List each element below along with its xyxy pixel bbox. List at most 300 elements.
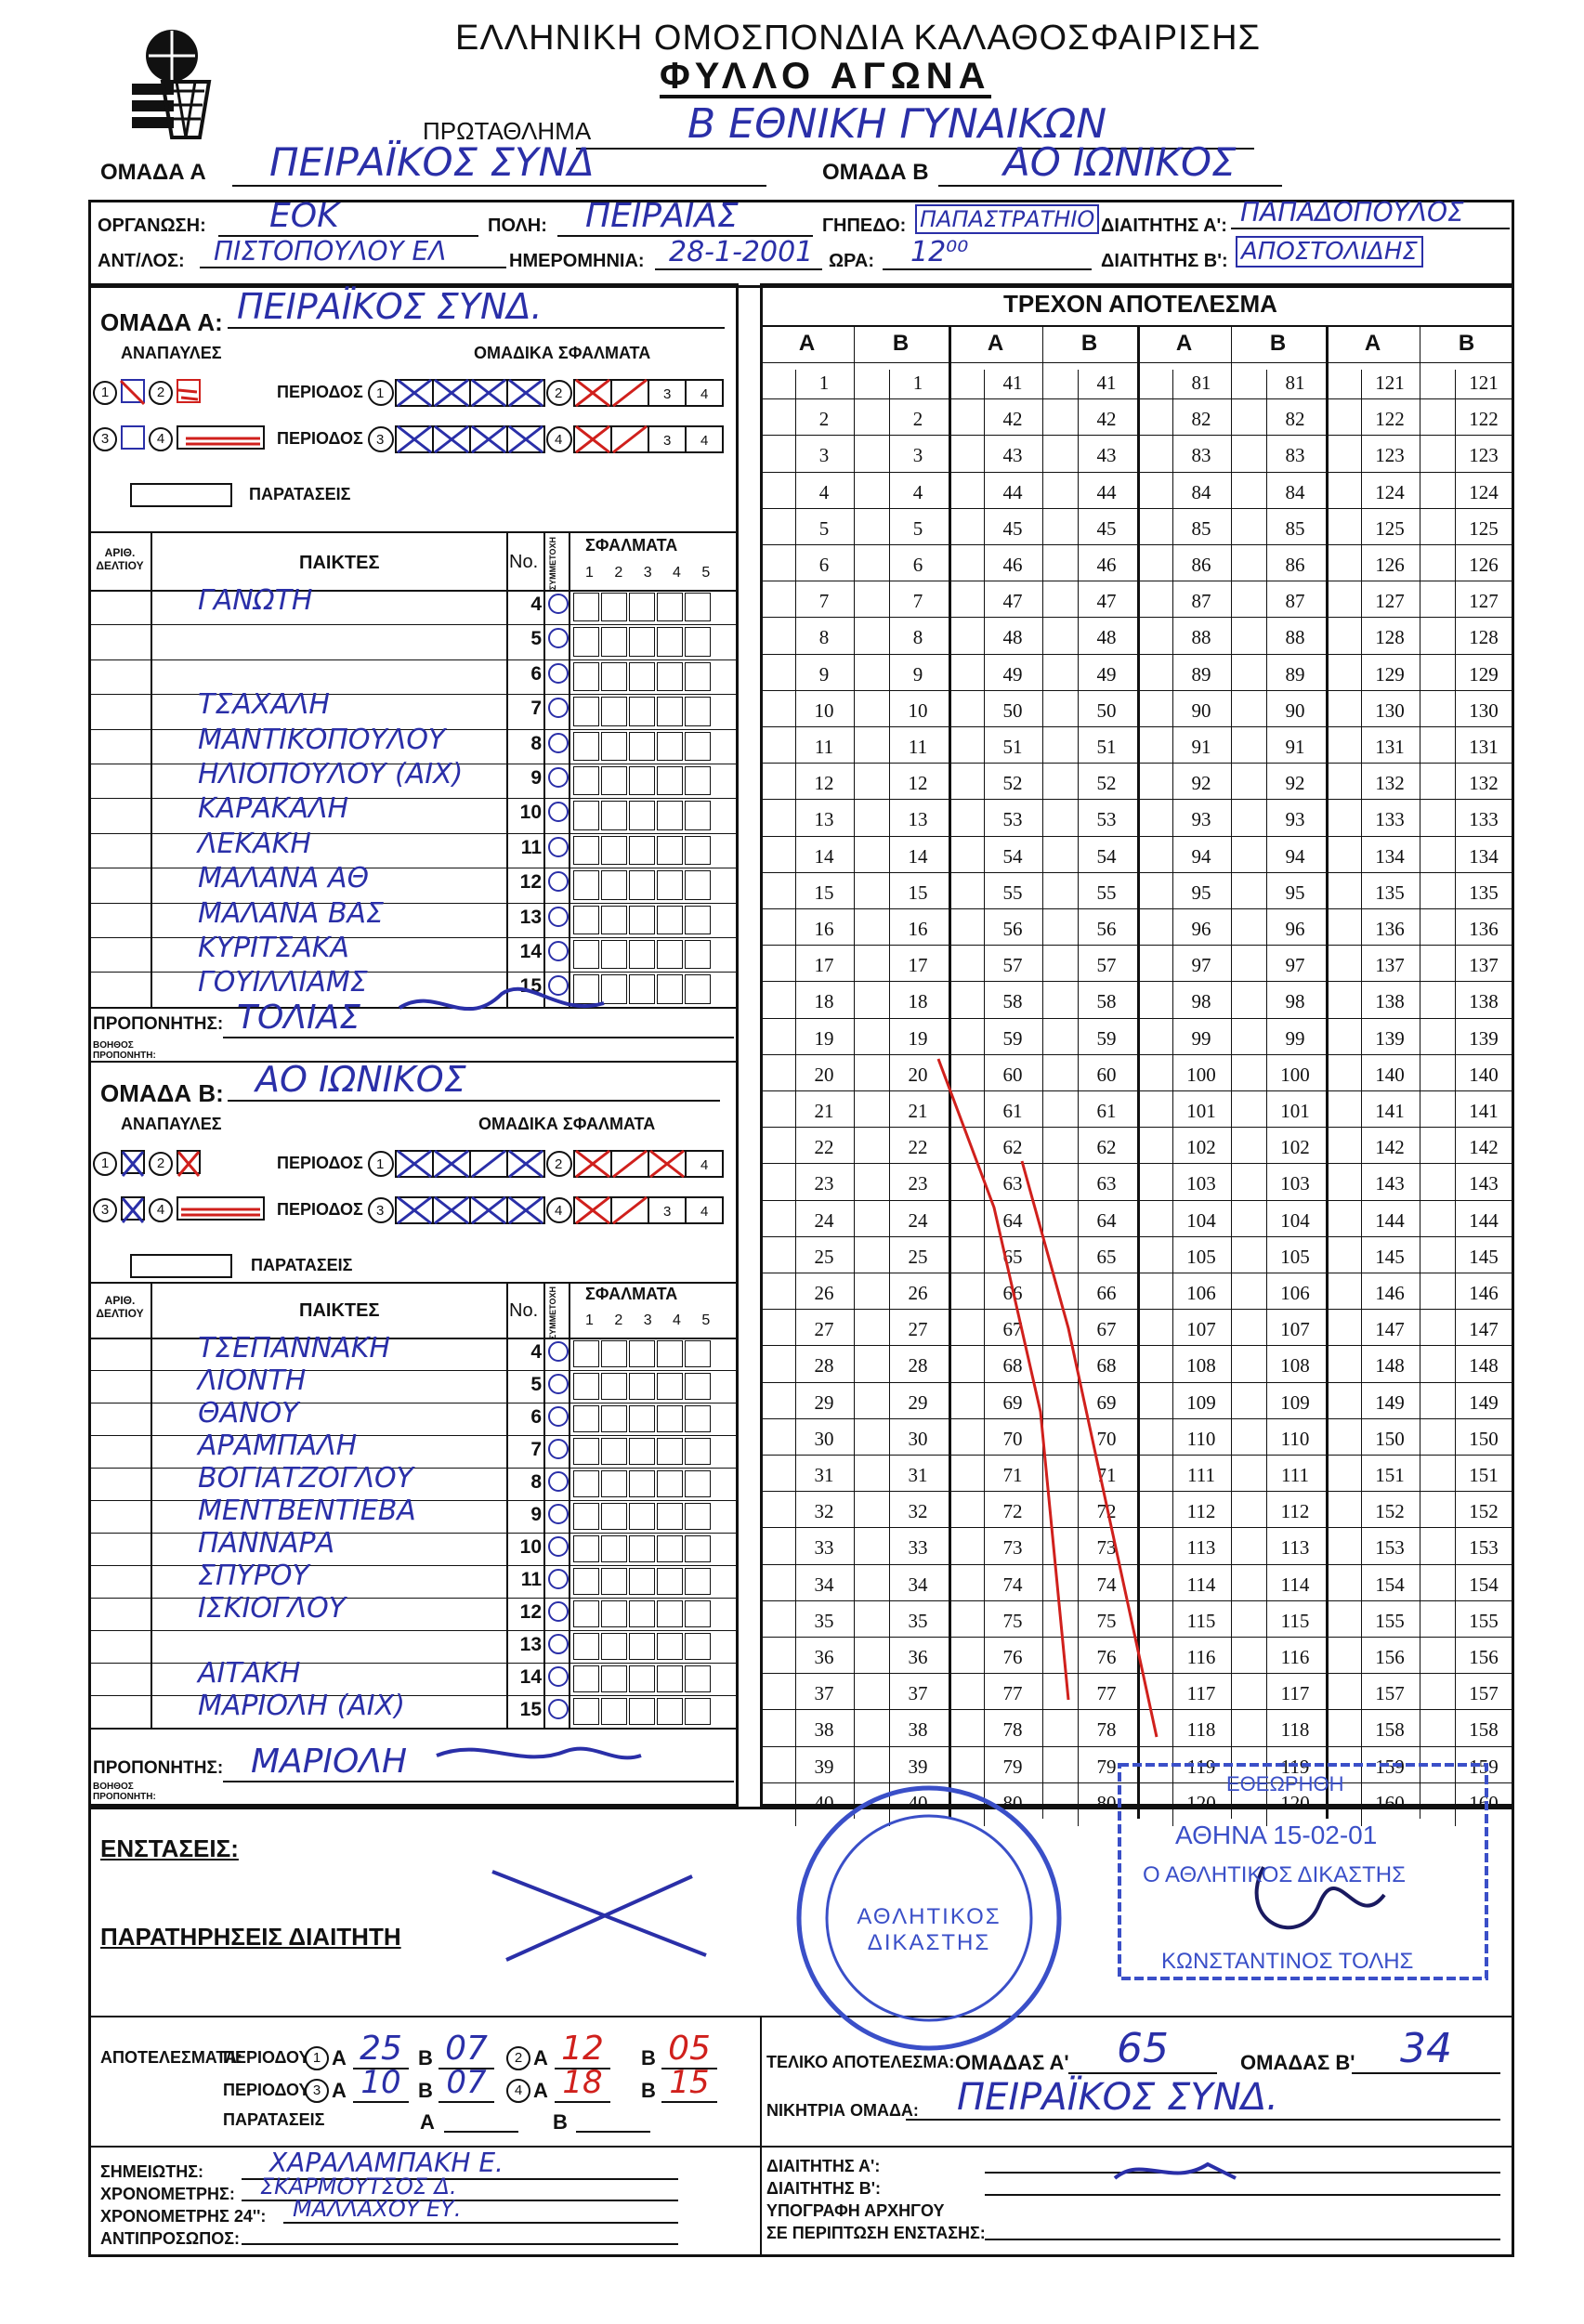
foul-box[interactable] [657, 1373, 683, 1400]
score-cell[interactable]: 90 [1266, 698, 1323, 734]
score-cell[interactable]: 100 [1172, 1062, 1229, 1098]
score-cell[interactable]: 27 [889, 1316, 946, 1352]
score-cell[interactable]: 17 [889, 952, 946, 988]
foul-boxes[interactable] [573, 1470, 713, 1497]
score-cell[interactable]: 110 [1266, 1426, 1323, 1462]
foul-box[interactable] [629, 1438, 655, 1465]
foul-box[interactable] [629, 1698, 655, 1725]
score-cell[interactable]: 49 [984, 661, 1041, 698]
score-cell[interactable]: 106 [1266, 1280, 1323, 1316]
score-cell[interactable]: 114 [1266, 1572, 1323, 1608]
score-cell[interactable]: 55 [984, 880, 1041, 916]
score-cell[interactable]: 36 [889, 1644, 946, 1680]
score-cell[interactable]: 1 [889, 370, 946, 406]
foul-box[interactable] [573, 1340, 599, 1367]
score-cell[interactable]: 110 [1172, 1426, 1229, 1462]
score-cell[interactable]: 75 [984, 1608, 1041, 1644]
score-cell[interactable]: 87 [1172, 588, 1229, 624]
score-cell[interactable]: 40 [889, 1790, 946, 1826]
participation-mark[interactable] [548, 1439, 569, 1459]
score-cell[interactable]: 33 [889, 1534, 946, 1571]
score-cell[interactable]: 64 [984, 1208, 1041, 1244]
score-cell[interactable]: 140 [1361, 1062, 1418, 1098]
foul-box[interactable] [601, 1340, 627, 1367]
foul-box[interactable] [601, 697, 627, 725]
foul-box[interactable] [657, 1470, 683, 1497]
score-cell[interactable]: 66 [1078, 1280, 1134, 1316]
score-cell[interactable]: 61 [1078, 1098, 1134, 1134]
foul-boxes[interactable] [573, 1535, 713, 1562]
score-cell[interactable]: 42 [984, 406, 1041, 442]
foul-box[interactable] [685, 1698, 711, 1725]
score-cell[interactable]: 14 [795, 843, 852, 880]
score-cell[interactable]: 112 [1172, 1498, 1229, 1534]
score-cell[interactable]: 133 [1455, 806, 1512, 842]
score-cell[interactable]: 72 [984, 1498, 1041, 1534]
foul-box[interactable] [629, 732, 655, 761]
score-cell[interactable]: 58 [1078, 988, 1134, 1025]
score-cell[interactable]: 76 [984, 1644, 1041, 1680]
participation-mark[interactable] [548, 1341, 569, 1362]
foul-boxes[interactable] [573, 593, 713, 621]
score-cell[interactable]: 60 [984, 1062, 1041, 1098]
score-cell[interactable]: 105 [1266, 1244, 1323, 1280]
foul-box[interactable] [657, 1633, 683, 1660]
score-cell[interactable]: 34 [795, 1572, 852, 1608]
score-cell[interactable]: 111 [1266, 1462, 1323, 1498]
foul-box[interactable] [601, 1438, 627, 1465]
score-cell[interactable]: 26 [795, 1280, 852, 1316]
score-cell[interactable]: 135 [1361, 880, 1418, 916]
foul-box[interactable] [573, 1470, 599, 1497]
score-cell[interactable]: 118 [1172, 1717, 1229, 1753]
score-cell[interactable]: 38 [795, 1717, 852, 1753]
score-cell[interactable]: 144 [1361, 1208, 1418, 1244]
score-cell[interactable]: 145 [1361, 1244, 1418, 1280]
score-cell[interactable]: 46 [984, 552, 1041, 588]
score-cell[interactable]: 42 [1078, 406, 1134, 442]
foul-box[interactable] [601, 1633, 627, 1660]
score-cell[interactable]: 130 [1361, 698, 1418, 734]
score-cell[interactable]: 33 [795, 1534, 852, 1571]
score-cell[interactable]: 16 [889, 916, 946, 952]
score-cell[interactable]: 62 [984, 1134, 1041, 1170]
score-cell[interactable]: 113 [1172, 1534, 1229, 1571]
score-cell[interactable]: 12 [889, 770, 946, 806]
score-cell[interactable]: 159 [1455, 1754, 1512, 1790]
foul-box[interactable] [685, 697, 711, 725]
score-cell[interactable]: 126 [1455, 552, 1512, 588]
score-cell[interactable]: 160 [1455, 1790, 1512, 1826]
score-cell[interactable]: 103 [1266, 1170, 1323, 1207]
score-cell[interactable]: 102 [1266, 1134, 1323, 1170]
foul-box[interactable] [629, 1373, 655, 1400]
score-cell[interactable]: 92 [1172, 770, 1229, 806]
foul-box[interactable] [601, 1600, 627, 1627]
score-cell[interactable]: 158 [1455, 1717, 1512, 1753]
score-cell[interactable]: 3 [795, 442, 852, 478]
score-cell[interactable]: 153 [1455, 1534, 1512, 1571]
participation-mark[interactable] [548, 1569, 569, 1589]
score-cell[interactable]: 149 [1455, 1390, 1512, 1426]
foul-box[interactable] [657, 697, 683, 725]
score-cell[interactable]: 153 [1361, 1534, 1418, 1571]
score-cell[interactable]: 139 [1361, 1025, 1418, 1062]
score-cell[interactable]: 21 [795, 1098, 852, 1134]
score-cell[interactable]: 104 [1266, 1208, 1323, 1244]
score-cell[interactable]: 145 [1455, 1244, 1512, 1280]
score-cell[interactable]: 82 [1172, 406, 1229, 442]
foul-boxes[interactable] [573, 1665, 713, 1692]
score-cell[interactable]: 152 [1455, 1498, 1512, 1534]
foul-box[interactable] [573, 1373, 599, 1400]
score-cell[interactable]: 117 [1266, 1680, 1323, 1717]
score-cell[interactable]: 59 [984, 1025, 1041, 1062]
score-cell[interactable]: 4 [889, 479, 946, 516]
foul-box[interactable] [629, 1535, 655, 1562]
score-cell[interactable]: 30 [889, 1426, 946, 1462]
score-cell[interactable]: 32 [795, 1498, 852, 1534]
foul-box[interactable] [601, 1568, 627, 1595]
score-cell[interactable]: 118 [1266, 1717, 1323, 1753]
foul-boxes[interactable] [573, 1503, 713, 1530]
score-cell[interactable]: 5 [795, 516, 852, 552]
score-cell[interactable]: 61 [984, 1098, 1041, 1134]
score-cell[interactable]: 68 [1078, 1352, 1134, 1389]
score-cell[interactable]: 155 [1361, 1608, 1418, 1644]
score-cell[interactable]: 138 [1361, 988, 1418, 1025]
foul-box[interactable] [573, 1438, 599, 1465]
score-cell[interactable]: 98 [1172, 988, 1229, 1025]
foul-box[interactable] [629, 1503, 655, 1530]
foul-box[interactable] [657, 627, 683, 656]
score-cell[interactable]: 104 [1172, 1208, 1229, 1244]
foul-boxes[interactable] [573, 1438, 713, 1465]
foul-box[interactable] [629, 1633, 655, 1660]
score-cell[interactable]: 56 [984, 916, 1041, 952]
score-cell[interactable]: 8 [795, 624, 852, 660]
score-cell[interactable]: 24 [889, 1208, 946, 1244]
score-cell[interactable]: 18 [795, 988, 852, 1025]
score-cell[interactable]: 109 [1172, 1390, 1229, 1426]
score-cell[interactable]: 121 [1361, 370, 1418, 406]
score-cell[interactable]: 69 [1078, 1390, 1134, 1426]
score-cell[interactable]: 106 [1172, 1280, 1229, 1316]
score-cell[interactable]: 23 [889, 1170, 946, 1207]
score-cell[interactable]: 9 [795, 661, 852, 698]
score-cell[interactable]: 151 [1455, 1462, 1512, 1498]
score-cell[interactable]: 116 [1266, 1644, 1323, 1680]
foul-box[interactable] [601, 1503, 627, 1530]
score-cell[interactable]: 35 [795, 1608, 852, 1644]
score-cell[interactable]: 88 [1172, 624, 1229, 660]
score-cell[interactable]: 79 [984, 1754, 1041, 1790]
foul-box[interactable] [629, 1568, 655, 1595]
score-cell[interactable]: 117 [1172, 1680, 1229, 1717]
foul-box[interactable] [685, 1600, 711, 1627]
score-cell[interactable]: 27 [795, 1316, 852, 1352]
score-cell[interactable]: 8 [889, 624, 946, 660]
foul-box[interactable] [629, 1600, 655, 1627]
foul-boxes[interactable] [573, 697, 713, 725]
score-cell[interactable]: 43 [984, 442, 1041, 478]
participation-mark[interactable] [548, 1471, 569, 1492]
score-cell[interactable]: 102 [1172, 1134, 1229, 1170]
foul-box[interactable] [657, 1340, 683, 1367]
score-cell[interactable]: 52 [984, 770, 1041, 806]
score-cell[interactable]: 100 [1266, 1062, 1323, 1098]
foul-box[interactable] [657, 662, 683, 691]
score-cell[interactable]: 31 [889, 1462, 946, 1498]
score-cell[interactable]: 90 [1172, 698, 1229, 734]
score-cell[interactable]: 123 [1361, 442, 1418, 478]
score-cell[interactable]: 80 [984, 1790, 1041, 1826]
score-cell[interactable]: 109 [1266, 1390, 1323, 1426]
foul-boxes[interactable] [573, 1568, 713, 1595]
score-cell[interactable]: 97 [1266, 952, 1323, 988]
score-cell[interactable]: 51 [984, 734, 1041, 770]
score-cell[interactable]: 119 [1172, 1754, 1229, 1790]
score-cell[interactable]: 45 [1078, 516, 1134, 552]
foul-box[interactable] [657, 1438, 683, 1465]
score-cell[interactable]: 20 [795, 1062, 852, 1098]
score-cell[interactable]: 157 [1455, 1680, 1512, 1717]
score-cell[interactable]: 150 [1361, 1426, 1418, 1462]
score-cell[interactable]: 1 [795, 370, 852, 406]
score-cell[interactable]: 40 [795, 1790, 852, 1826]
score-cell[interactable]: 134 [1455, 843, 1512, 880]
score-cell[interactable]: 107 [1172, 1316, 1229, 1352]
foul-boxes[interactable] [573, 1600, 713, 1627]
score-cell[interactable]: 114 [1172, 1572, 1229, 1608]
score-cell[interactable]: 43 [1078, 442, 1134, 478]
score-cell[interactable]: 78 [984, 1717, 1041, 1753]
score-cell[interactable]: 154 [1455, 1572, 1512, 1608]
score-cell[interactable]: 18 [889, 988, 946, 1025]
score-cell[interactable]: 41 [984, 370, 1041, 406]
score-cell[interactable]: 54 [984, 843, 1041, 880]
score-cell[interactable]: 86 [1172, 552, 1229, 588]
participation-mark[interactable] [548, 628, 569, 648]
score-cell[interactable]: 150 [1455, 1426, 1512, 1462]
score-cell[interactable]: 60 [1078, 1062, 1134, 1098]
score-cell[interactable]: 93 [1266, 806, 1323, 842]
score-cell[interactable]: 122 [1361, 406, 1418, 442]
foul-box[interactable] [601, 593, 627, 621]
participation-mark[interactable] [548, 1504, 569, 1524]
score-cell[interactable]: 19 [795, 1025, 852, 1062]
score-cell[interactable]: 85 [1266, 516, 1323, 552]
score-cell[interactable]: 84 [1172, 479, 1229, 516]
foul-box[interactable] [573, 732, 599, 761]
score-cell[interactable]: 135 [1455, 880, 1512, 916]
score-cell[interactable]: 38 [889, 1717, 946, 1753]
score-cell[interactable]: 149 [1361, 1390, 1418, 1426]
score-cell[interactable]: 24 [795, 1208, 852, 1244]
score-cell[interactable]: 152 [1361, 1498, 1418, 1534]
score-cell[interactable]: 25 [889, 1244, 946, 1280]
score-cell[interactable]: 83 [1266, 442, 1323, 478]
foul-box[interactable] [573, 593, 599, 621]
score-cell[interactable]: 124 [1361, 479, 1418, 516]
score-cell[interactable]: 29 [795, 1390, 852, 1426]
foul-box[interactable] [601, 1470, 627, 1497]
score-cell[interactable]: 89 [1266, 661, 1323, 698]
foul-boxes[interactable] [573, 627, 713, 656]
participation-mark[interactable] [548, 1536, 569, 1557]
foul-box[interactable] [685, 1665, 711, 1692]
score-cell[interactable]: 32 [889, 1498, 946, 1534]
score-cell[interactable]: 159 [1361, 1754, 1418, 1790]
score-cell[interactable]: 126 [1361, 552, 1418, 588]
score-cell[interactable]: 96 [1172, 916, 1229, 952]
foul-boxes[interactable] [573, 1373, 713, 1400]
score-cell[interactable]: 53 [1078, 806, 1134, 842]
score-cell[interactable]: 137 [1455, 952, 1512, 988]
score-cell[interactable]: 2 [795, 406, 852, 442]
score-cell[interactable]: 123 [1455, 442, 1512, 478]
foul-box[interactable] [573, 1535, 599, 1562]
foul-boxes[interactable] [573, 732, 713, 761]
score-cell[interactable]: 131 [1455, 734, 1512, 770]
score-cell[interactable]: 86 [1266, 552, 1323, 588]
participation-mark[interactable] [548, 1374, 569, 1394]
score-cell[interactable]: 54 [1078, 843, 1134, 880]
participation-mark[interactable] [548, 1634, 569, 1654]
foul-box[interactable] [629, 1665, 655, 1692]
score-cell[interactable]: 80 [1078, 1790, 1134, 1826]
participation-mark[interactable] [548, 663, 569, 684]
score-cell[interactable]: 69 [984, 1390, 1041, 1426]
score-cell[interactable]: 113 [1266, 1534, 1323, 1571]
foul-box[interactable] [657, 1568, 683, 1595]
score-cell[interactable]: 79 [1078, 1754, 1134, 1790]
score-cell[interactable]: 21 [889, 1098, 946, 1134]
foul-box[interactable] [601, 1665, 627, 1692]
foul-box[interactable] [657, 1405, 683, 1432]
foul-box[interactable] [685, 1438, 711, 1465]
score-cell[interactable]: 91 [1266, 734, 1323, 770]
participation-mark[interactable] [548, 1666, 569, 1687]
foul-boxes[interactable] [573, 1698, 713, 1725]
score-cell[interactable]: 87 [1266, 588, 1323, 624]
score-cell[interactable]: 51 [1078, 734, 1134, 770]
participation-mark[interactable] [548, 594, 569, 614]
score-cell[interactable]: 71 [1078, 1462, 1134, 1498]
score-cell[interactable]: 132 [1361, 770, 1418, 806]
score-cell[interactable]: 146 [1455, 1280, 1512, 1316]
foul-box[interactable] [657, 1665, 683, 1692]
score-cell[interactable]: 47 [1078, 588, 1134, 624]
foul-box[interactable] [657, 593, 683, 621]
score-cell[interactable]: 39 [795, 1754, 852, 1790]
foul-box[interactable] [573, 662, 599, 691]
score-cell[interactable]: 15 [889, 880, 946, 916]
score-cell[interactable]: 77 [984, 1680, 1041, 1717]
score-cell[interactable]: 148 [1455, 1352, 1512, 1389]
score-cell[interactable]: 82 [1266, 406, 1323, 442]
score-cell[interactable]: 15 [795, 880, 852, 916]
score-cell[interactable]: 28 [889, 1352, 946, 1389]
score-cell[interactable]: 142 [1361, 1134, 1418, 1170]
foul-box[interactable] [573, 697, 599, 725]
score-cell[interactable]: 137 [1361, 952, 1418, 988]
score-cell[interactable]: 13 [795, 806, 852, 842]
score-cell[interactable]: 73 [1078, 1534, 1134, 1571]
score-cell[interactable]: 74 [1078, 1572, 1134, 1608]
score-cell[interactable]: 36 [795, 1644, 852, 1680]
participation-mark[interactable] [548, 1601, 569, 1622]
foul-boxes[interactable] [573, 1340, 713, 1367]
foul-box[interactable] [601, 1535, 627, 1562]
score-cell[interactable]: 127 [1361, 588, 1418, 624]
foul-box[interactable] [685, 1633, 711, 1660]
score-cell[interactable]: 107 [1266, 1316, 1323, 1352]
score-cell[interactable]: 147 [1361, 1316, 1418, 1352]
score-cell[interactable]: 50 [1078, 698, 1134, 734]
score-cell[interactable]: 73 [984, 1534, 1041, 1571]
score-cell[interactable]: 144 [1455, 1208, 1512, 1244]
score-cell[interactable]: 53 [984, 806, 1041, 842]
score-cell[interactable]: 59 [1078, 1025, 1134, 1062]
score-cell[interactable]: 125 [1361, 516, 1418, 552]
score-cell[interactable]: 52 [1078, 770, 1134, 806]
foul-box[interactable] [657, 732, 683, 761]
participation-mark[interactable] [548, 733, 569, 753]
score-cell[interactable]: 17 [795, 952, 852, 988]
score-cell[interactable]: 133 [1361, 806, 1418, 842]
score-cell[interactable]: 85 [1172, 516, 1229, 552]
score-cell[interactable]: 46 [1078, 552, 1134, 588]
participation-mark[interactable] [548, 698, 569, 718]
foul-box[interactable] [685, 1340, 711, 1367]
score-cell[interactable]: 65 [984, 1244, 1041, 1280]
score-cell[interactable]: 45 [984, 516, 1041, 552]
foul-box[interactable] [629, 1405, 655, 1432]
foul-box[interactable] [629, 1470, 655, 1497]
score-cell[interactable]: 5 [889, 516, 946, 552]
score-cell[interactable]: 4 [795, 479, 852, 516]
score-cell[interactable]: 98 [1266, 988, 1323, 1025]
score-cell[interactable]: 92 [1266, 770, 1323, 806]
score-cell[interactable]: 22 [889, 1134, 946, 1170]
foul-box[interactable] [573, 1698, 599, 1725]
score-cell[interactable]: 20 [889, 1062, 946, 1098]
score-cell[interactable]: 70 [1078, 1426, 1134, 1462]
score-cell[interactable]: 91 [1172, 734, 1229, 770]
score-cell[interactable]: 130 [1455, 698, 1512, 734]
foul-box[interactable] [573, 1405, 599, 1432]
score-cell[interactable]: 16 [795, 916, 852, 952]
foul-box[interactable] [629, 593, 655, 621]
score-cell[interactable]: 115 [1172, 1608, 1229, 1644]
foul-box[interactable] [573, 1503, 599, 1530]
score-cell[interactable]: 35 [889, 1608, 946, 1644]
score-cell[interactable]: 160 [1361, 1790, 1418, 1826]
score-cell[interactable]: 11 [795, 734, 852, 770]
score-cell[interactable]: 64 [1078, 1208, 1134, 1244]
score-cell[interactable]: 25 [795, 1244, 852, 1280]
score-cell[interactable]: 156 [1455, 1644, 1512, 1680]
score-cell[interactable]: 72 [1078, 1498, 1134, 1534]
overtime-box[interactable] [130, 483, 232, 507]
score-cell[interactable]: 65 [1078, 1244, 1134, 1280]
score-cell[interactable]: 154 [1361, 1572, 1418, 1608]
score-cell[interactable]: 94 [1172, 843, 1229, 880]
score-cell[interactable]: 101 [1266, 1098, 1323, 1134]
score-cell[interactable]: 136 [1361, 916, 1418, 952]
foul-box[interactable] [685, 1568, 711, 1595]
